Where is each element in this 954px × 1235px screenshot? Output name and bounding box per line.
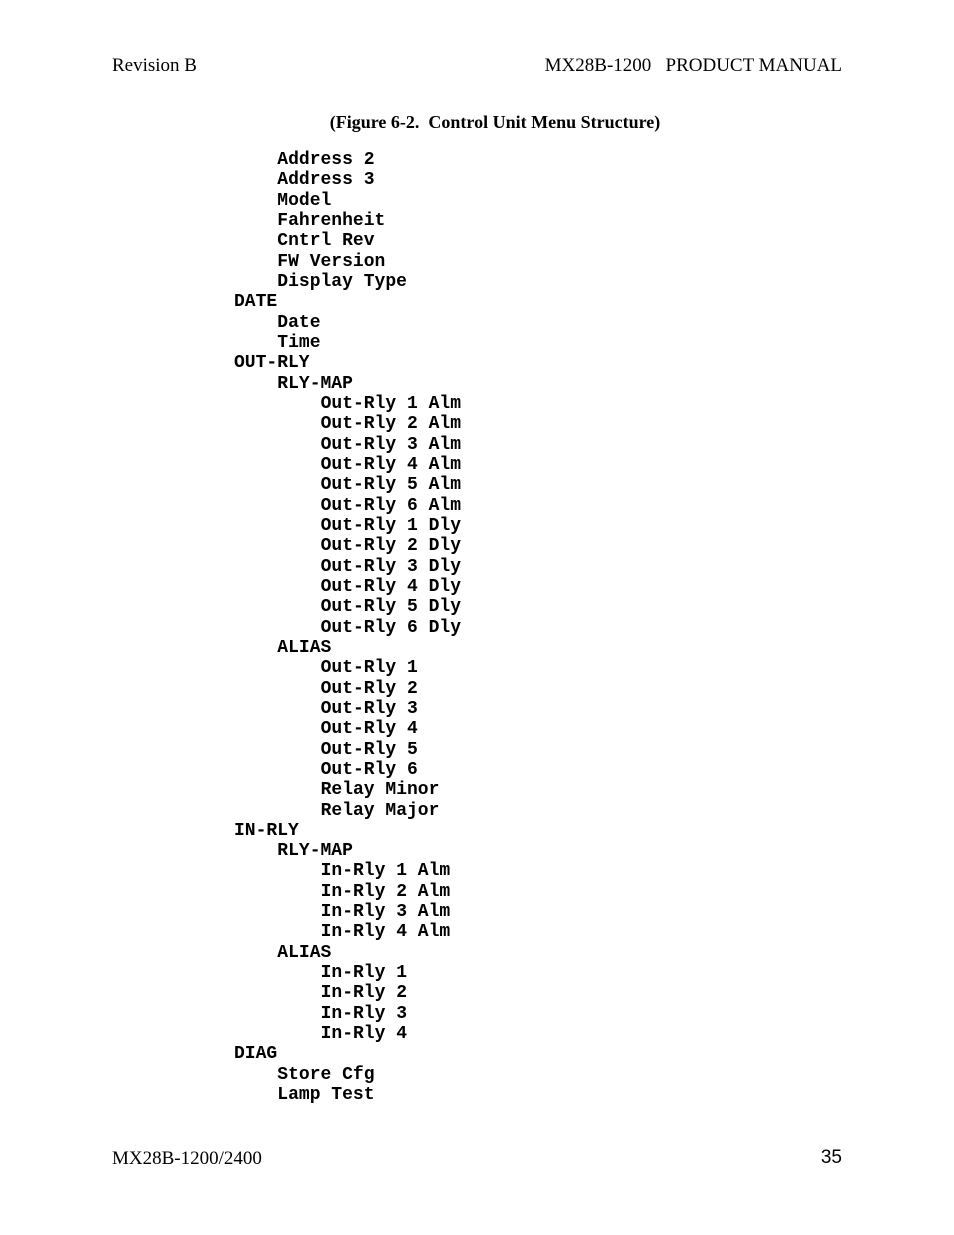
menu-item: RLY-MAP <box>277 373 353 394</box>
menu-item: Out-Rly 6 <box>320 759 418 780</box>
menu-item: Relay Major <box>320 800 440 821</box>
menu-item: Model <box>277 190 332 211</box>
menu-item: In-Rly 2 <box>320 983 408 1004</box>
menu-structure-list <box>234 150 461 1105</box>
menu-item: In-Rly 1 <box>320 963 408 984</box>
menu-item: Out-Rly 5 Dly <box>320 597 462 618</box>
menu-item: OUT-RLY <box>234 353 310 374</box>
menu-item: Out-Rly 1 <box>320 658 418 679</box>
menu-item: In-Rly 4 Alm <box>320 922 451 943</box>
menu-item: ALIAS <box>277 942 332 963</box>
header-product-manual: MX28B-1200 PRODUCT MANUAL <box>544 55 842 76</box>
menu-item: Out-Rly 1 Dly <box>320 515 462 536</box>
menu-item: Out-Rly 6 Dly <box>320 617 462 638</box>
menu-item: Out-Rly 3 Alm <box>320 434 462 455</box>
menu-item: Out-Rly 4 <box>320 719 418 740</box>
menu-item: In-Rly 3 <box>320 1003 408 1024</box>
menu-item: Out-Rly 6 Alm <box>320 495 462 516</box>
menu-item: Out-Rly 2 <box>320 678 418 699</box>
menu-item: Out-Rly 4 Alm <box>320 454 462 475</box>
menu-item: In-Rly 3 Alm <box>320 902 451 923</box>
menu-item: Out-Rly 3 <box>320 698 418 719</box>
menu-item: DIAG <box>234 1044 278 1065</box>
menu-item: Address 3 <box>277 170 375 191</box>
menu-item: IN-RLY <box>234 820 299 841</box>
menu-item: FW Version <box>277 251 386 272</box>
figure-caption: (Figure 6-2. Control Unit Menu Structure) <box>329 112 661 132</box>
menu-item: Fahrenheit <box>277 210 386 231</box>
menu-item: Out-Rly 1 Alm <box>320 393 462 414</box>
menu-item: Store Cfg <box>277 1064 375 1085</box>
menu-item: Display Type <box>277 271 407 292</box>
menu-item: Address 2 <box>277 150 375 170</box>
menu-item: RLY-MAP <box>277 841 353 862</box>
page-number: 35 <box>820 1147 842 1168</box>
menu-item: In-Rly 2 Alm <box>320 881 451 902</box>
menu-item: Time <box>277 332 321 353</box>
header-revision: Revision B <box>112 55 197 76</box>
menu-item: ALIAS <box>277 637 332 658</box>
menu-item: Lamp Test <box>277 1085 375 1106</box>
menu-item: Out-Rly 3 Dly <box>320 556 462 577</box>
menu-item: Out-Rly 2 Alm <box>320 414 462 435</box>
footer-model: MX28B-1200/2400 <box>112 1148 262 1169</box>
menu-item: Out-Rly 5 <box>320 739 418 760</box>
menu-item: In-Rly 1 Alm <box>320 861 451 882</box>
menu-item: DATE <box>234 292 278 313</box>
menu-item: Out-Rly 5 Alm <box>320 475 462 496</box>
menu-item: In-Rly 4 <box>320 1024 408 1045</box>
menu-item: Cntrl Rev <box>277 231 375 252</box>
menu-item: Date <box>277 312 321 333</box>
menu-item: Out-Rly 2 Dly <box>320 536 462 557</box>
menu-item: Relay Minor <box>320 780 440 801</box>
menu-item: Out-Rly 4 Dly <box>320 576 462 597</box>
